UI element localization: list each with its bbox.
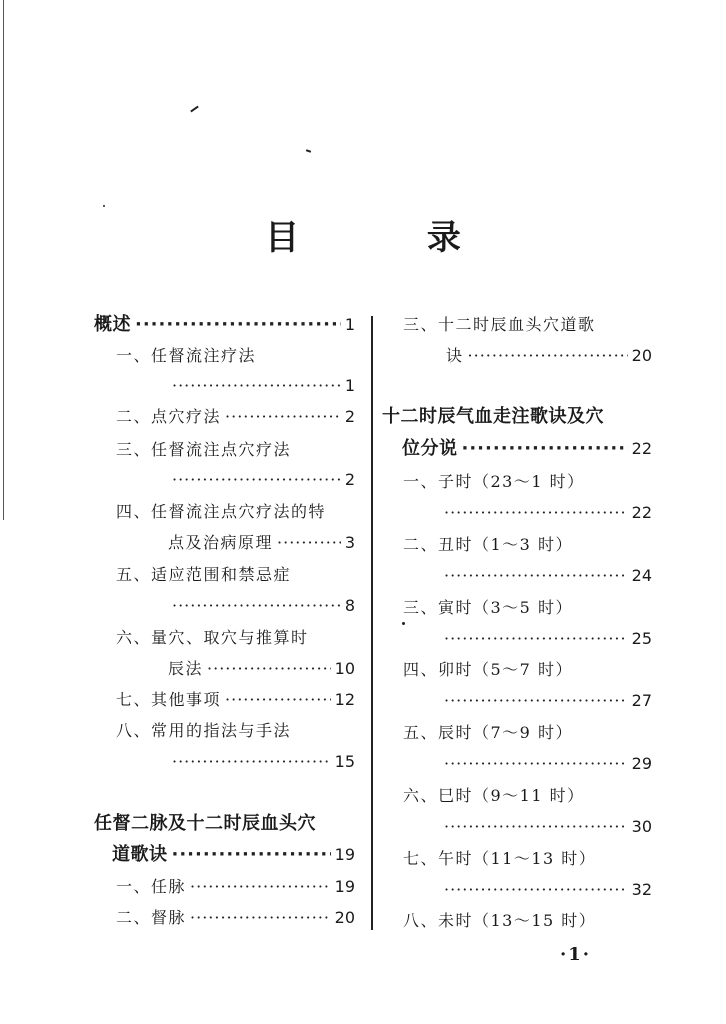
toc-entry[interactable] — [440, 501, 652, 525]
toc-entry[interactable] — [116, 688, 355, 712]
toc-entry-title: 二、丑时（1～3 时） — [403, 535, 573, 554]
toc-entry-title: 三、任督流注点穴疗法 — [116, 440, 292, 459]
toc-entry[interactable] — [116, 563, 291, 587]
toc-entry-title: 概述 — [94, 314, 131, 335]
dot-leader — [444, 689, 628, 713]
toc-entry[interactable] — [168, 468, 355, 492]
toc-entry-title: 四、卯时（5～7 时） — [403, 660, 573, 679]
toc-page-number: 24 — [631, 566, 652, 585]
toc-entry[interactable] — [168, 531, 355, 555]
dot-leader — [444, 815, 628, 839]
toc-page-number: 2 — [344, 470, 355, 489]
dot-leader — [444, 627, 628, 651]
toc-entry[interactable] — [168, 374, 355, 398]
toc-page-number: 1 — [344, 315, 355, 334]
toc-entry[interactable] — [168, 594, 355, 618]
toc-entry[interactable] — [403, 470, 585, 494]
dot-leader — [444, 752, 628, 776]
toc-section-heading[interactable] — [112, 843, 355, 867]
dot-leader — [444, 878, 628, 902]
toc-entry[interactable] — [440, 815, 652, 839]
dot-leader — [225, 405, 341, 429]
toc-page-number: 12 — [334, 690, 355, 709]
toc-entry-title: 点及治病原理 — [168, 533, 274, 552]
dot-leader — [444, 501, 628, 525]
toc-entry-title: 二、点穴疗法 — [116, 407, 222, 426]
toc-page-number: 3 — [344, 533, 355, 552]
toc-entry[interactable] — [403, 313, 596, 337]
toc-entry[interactable] — [116, 344, 256, 368]
dot-leader — [277, 531, 341, 555]
toc-entry-title: 任督二脉及十二时辰血头穴 — [94, 813, 316, 834]
toc-page-number: 20 — [334, 908, 355, 927]
toc-entry-title: 十二时辰气血走注歌诀及穴 — [382, 406, 604, 427]
toc-entry-title: 道歌诀 — [112, 844, 168, 865]
dot-leader — [190, 875, 331, 899]
dot-leader — [172, 594, 341, 618]
toc-entry[interactable] — [440, 627, 652, 651]
toc-entry-title: 六、量穴、取穴与推算时 — [116, 628, 309, 647]
toc-page-number: 30 — [631, 817, 652, 836]
toc-entry[interactable] — [403, 658, 573, 682]
toc-entry-title: 四、任督流注点穴疗法的特 — [116, 502, 327, 521]
dot-leader — [172, 468, 341, 492]
toc-entry-title: 位分说 — [402, 438, 458, 459]
dot-leader — [225, 688, 331, 712]
toc-page-number: 15 — [334, 752, 355, 771]
toc-entry[interactable] — [403, 596, 573, 620]
toc-page-number: 19 — [334, 877, 355, 896]
toc-page-number: 22 — [631, 439, 652, 458]
toc-right-column — [373, 0, 726, 1024]
toc-entry[interactable] — [440, 689, 652, 713]
toc-entry[interactable] — [116, 875, 355, 899]
toc-entry-title: 辰法 — [168, 659, 204, 678]
toc-page-number: 1 — [344, 376, 355, 395]
toc-entry-title: 诀 — [446, 346, 464, 365]
toc-entry[interactable] — [403, 533, 573, 557]
toc-entry[interactable] — [403, 721, 573, 745]
toc-page-number: 27 — [631, 691, 652, 710]
toc-entry[interactable] — [446, 344, 652, 368]
toc-entry[interactable] — [168, 750, 355, 774]
toc-entry-title: 六、巳时（9～11 时） — [403, 786, 585, 805]
toc-entry-title: 五、辰时（7～9 时） — [403, 723, 573, 742]
toc-entry-title: 一、任督流注疗法 — [116, 346, 257, 365]
toc-section-heading[interactable] — [402, 437, 652, 461]
toc-section-heading[interactable] — [94, 812, 316, 836]
toc-entry-title: 八、常用的指法与手法 — [116, 721, 292, 740]
toc-entry[interactable] — [440, 564, 652, 588]
toc-page-number: 32 — [631, 880, 652, 899]
toc-entry-title: 七、午时（11～13 时） — [403, 849, 597, 868]
toc-entry[interactable] — [403, 909, 596, 933]
toc-entry[interactable] — [116, 626, 309, 650]
toc-entry[interactable] — [116, 719, 291, 743]
toc-entry-title: 二、督脉 — [116, 908, 187, 927]
toc-entry[interactable] — [116, 906, 355, 930]
toc-entry-title: 一、任脉 — [116, 877, 187, 896]
toc-entry-title: 三、十二时辰血头穴道歌 — [403, 315, 596, 334]
toc-entry-title: 五、适应范围和禁忌症 — [116, 565, 292, 584]
dot-leader — [468, 344, 628, 368]
toc-section-heading[interactable] — [382, 405, 604, 429]
dot-leader — [172, 374, 341, 398]
toc-entry[interactable] — [116, 500, 326, 524]
toc-page-number: 22 — [631, 503, 652, 522]
dot-leader — [462, 437, 628, 461]
toc-page-number: 10 — [334, 659, 355, 678]
toc-entry[interactable] — [403, 847, 596, 871]
toc-page-number: 20 — [631, 346, 652, 365]
dot-leader — [172, 750, 331, 774]
toc-entry-title: 一、子时（23～1 时） — [403, 472, 585, 491]
dot-leader — [207, 657, 331, 681]
toc-entry[interactable] — [403, 784, 585, 808]
toc-entry-title: 七、其他事项 — [116, 690, 222, 709]
toc-page-number: 19 — [334, 845, 355, 864]
toc-entry-title: 三、寅时（3～5 时） — [403, 598, 573, 617]
toc-page-number: 25 — [631, 629, 652, 648]
toc-page-number: 8 — [344, 596, 355, 615]
toc-page-number: 29 — [631, 754, 652, 773]
toc-page-number: 2 — [344, 407, 355, 426]
toc-entry-title: 八、未时（13～15 时） — [403, 911, 597, 930]
page-title: 目 录 — [265, 218, 519, 258]
toc-entry[interactable] — [440, 752, 652, 776]
dot-leader — [172, 843, 331, 867]
dot-leader — [190, 906, 331, 930]
toc-entry[interactable] — [440, 878, 652, 902]
toc-entry[interactable] — [116, 438, 291, 462]
toc-entry[interactable] — [116, 405, 355, 429]
dot-leader — [444, 564, 628, 588]
dot-leader — [135, 313, 341, 337]
toc-section-heading[interactable] — [94, 313, 355, 337]
page-number: ·1· — [560, 944, 592, 965]
toc-entry[interactable] — [168, 657, 355, 681]
